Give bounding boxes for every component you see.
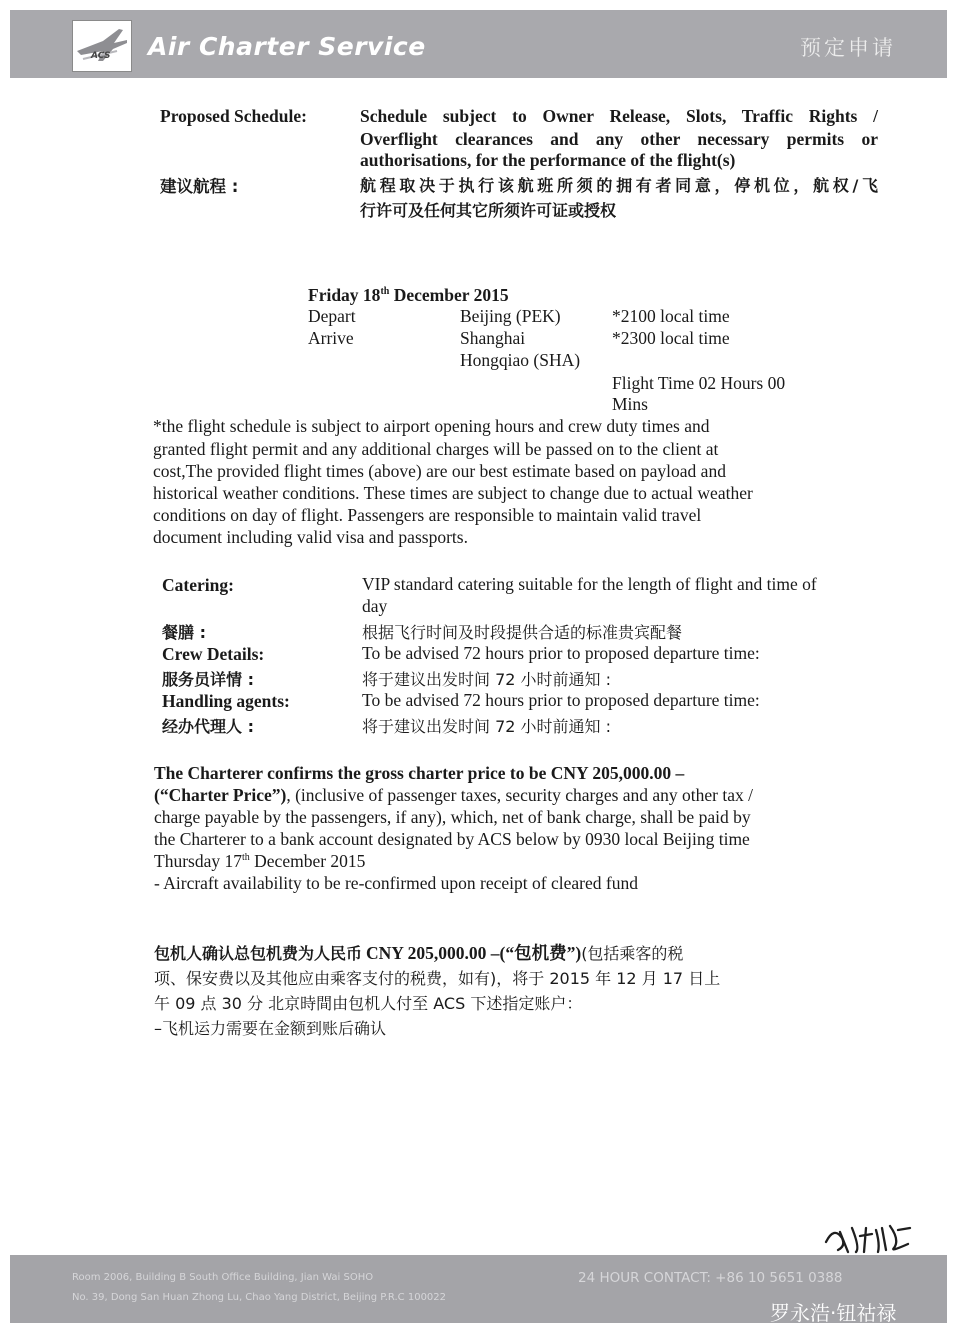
charter-price-cn-amount: CNY 205,000.00 –(“包机费”) — [366, 943, 582, 963]
flight-date — [308, 285, 509, 306]
charter-price-line-4: the Charterer to a bank account designated by ACS below by 0930 local Beijing time — [154, 829, 750, 849]
handling-agents-label: Handling agents: — [162, 691, 290, 711]
charter-price-line-5 — [154, 851, 365, 872]
payment-day: Thursday 17 — [154, 851, 242, 871]
flight-date-month: December 2015 — [393, 285, 509, 305]
notice-line-2: granted flight permit and any additional charges will be passed on to the client at — [153, 439, 719, 459]
charter-price-cn-line-3: 午 09 点 30 分 北京時間由包机人付至 ACS 下述指定账户： — [154, 994, 583, 1013]
notice-line-1: *the flight schedule is subject to airport opening hours and crew duty times and — [153, 416, 710, 436]
footer-contact: 24 HOUR CONTACT: +86 10 5651 0388 — [578, 1270, 843, 1286]
charter-price-cn-tail: (包括乘客的税 — [581, 944, 684, 963]
catering-value-line-1: VIP standard catering suitable for the length of flight and time of — [362, 574, 817, 594]
crew-details-value: To be advised 72 hours prior to proposed departure time: — [362, 643, 760, 663]
watermark-text: 罗永浩·钮祜禄 — [770, 1301, 897, 1325]
handwritten-signature — [820, 1218, 916, 1258]
catering-label: Catering: — [162, 575, 234, 595]
proposed-schedule-label-cn: 建议航程 : — [160, 177, 239, 196]
flight-date-weekday: Friday 18 — [308, 285, 381, 305]
airplane-logo-icon — [73, 21, 131, 71]
notice-line-6: document including valid visa and passports. — [153, 527, 468, 547]
handling-agents-label-cn: 经办代理人 : — [162, 717, 254, 736]
catering-value-cn: 根据飞行时间及时段提供合适的标准贵宾配餐 — [362, 623, 683, 642]
flight-time-line-2: Mins — [612, 394, 648, 414]
charter-price-cn-intro: 包机人确认总包机费为人民币 — [154, 944, 363, 963]
flight-date-suffix: th — [380, 286, 390, 298]
arrive-city-line-1: Shanghai — [460, 328, 526, 348]
aircraft-availability-note: - Aircraft availability to be re-confirmed upon receipt of cleared fund — [154, 873, 638, 893]
signature-mark — [820, 1218, 916, 1258]
notice-line-4: historical weather conditions. These times are subject to change due to actual weather — [153, 483, 753, 503]
charter-price-line-2 — [154, 785, 753, 806]
crew-details-value-cn: 将于建议出发时间 72 小时前通知 : — [362, 670, 612, 689]
depart-city: Beijing (PEK) — [460, 306, 561, 326]
catering-label-cn: 餐膳 : — [162, 623, 206, 642]
payment-month: December 2015 — [249, 851, 366, 871]
footer-address-line-2: No. 39, Dong San Huan Zhong Lu, Chao Yang District, Beijing P.R.C 100022 — [72, 1292, 447, 1303]
flight-time-line-1: Flight Time 02 Hours 00 — [612, 373, 786, 393]
document-title-cn: 预定申请 — [800, 36, 896, 60]
notice-line-5: conditions on day of flight. Passengers are responsible to maintain valid travel — [153, 505, 702, 525]
charter-price-line-3: charge payable by the passengers, if any), which, net of bank charge, shall be paid by — [154, 807, 751, 827]
charter-price-heading: The Charterer confirms the gross charter price to be CNY 205,000.00 – — [154, 763, 685, 783]
catering-value-line-2: day — [362, 596, 388, 616]
depart-label: Depart — [308, 306, 356, 326]
arrive-label: Arrive — [308, 328, 354, 348]
charter-price-cn-line-2: 项、保安费以及其他应由乘客支付的税费，如有)，将于 2015 年 12 月 17 日上 — [154, 969, 721, 988]
footer-address-line-1: Room 2006, Building B South Office Building, Jian Wai SOHO — [72, 1272, 374, 1283]
depart-time: *2100 local time — [612, 306, 730, 326]
proposed-schedule-cn-line-1: 航程取决于执行该航班所须的拥有者同意，停机位，航权/飞 — [360, 176, 878, 195]
proposed-schedule-cn-line-2: 行许可及任何其它所须许可证或授权 — [360, 201, 617, 220]
logo-text: ACS — [91, 51, 111, 61]
arrive-city-line-2: Hongqiao (SHA) — [460, 350, 581, 370]
charter-price-cn-line-4: –飞机运力需要在金额到账后确认 — [154, 1019, 387, 1038]
proposed-schedule-line-2: Overflight clearances and any other necessary permits or — [360, 129, 878, 149]
arrive-time: *2300 local time — [612, 328, 730, 348]
brand-name: Air Charter Service — [148, 32, 426, 61]
charter-price-line-2-text: , (inclusive of passenger taxes, security charges and any other tax / — [286, 785, 754, 805]
crew-details-label: Crew Details: — [162, 644, 265, 664]
proposed-schedule-label: Proposed Schedule: — [160, 106, 307, 126]
payment-day-suffix: th — [241, 852, 250, 864]
charter-price-cn-line-1 — [154, 940, 683, 965]
charter-price-term: (“Charter Price”) — [154, 785, 287, 805]
acs-logo — [72, 20, 132, 72]
handling-agents-value: To be advised 72 hours prior to proposed departure time: — [362, 690, 760, 710]
proposed-schedule-line-3: authorisations, for the performance of the flight(s) — [360, 150, 736, 170]
crew-details-label-cn: 服务员详情 : — [162, 670, 254, 689]
handling-agents-value-cn: 将于建议出发时间 72 小时前通知 : — [362, 717, 612, 736]
notice-line-3: cost,The provided flight times (above) are our best estimate based on payload and — [153, 461, 726, 481]
proposed-schedule-line-1: Schedule subject to Owner Release, Slots, Traffic Rights / — [360, 106, 878, 126]
